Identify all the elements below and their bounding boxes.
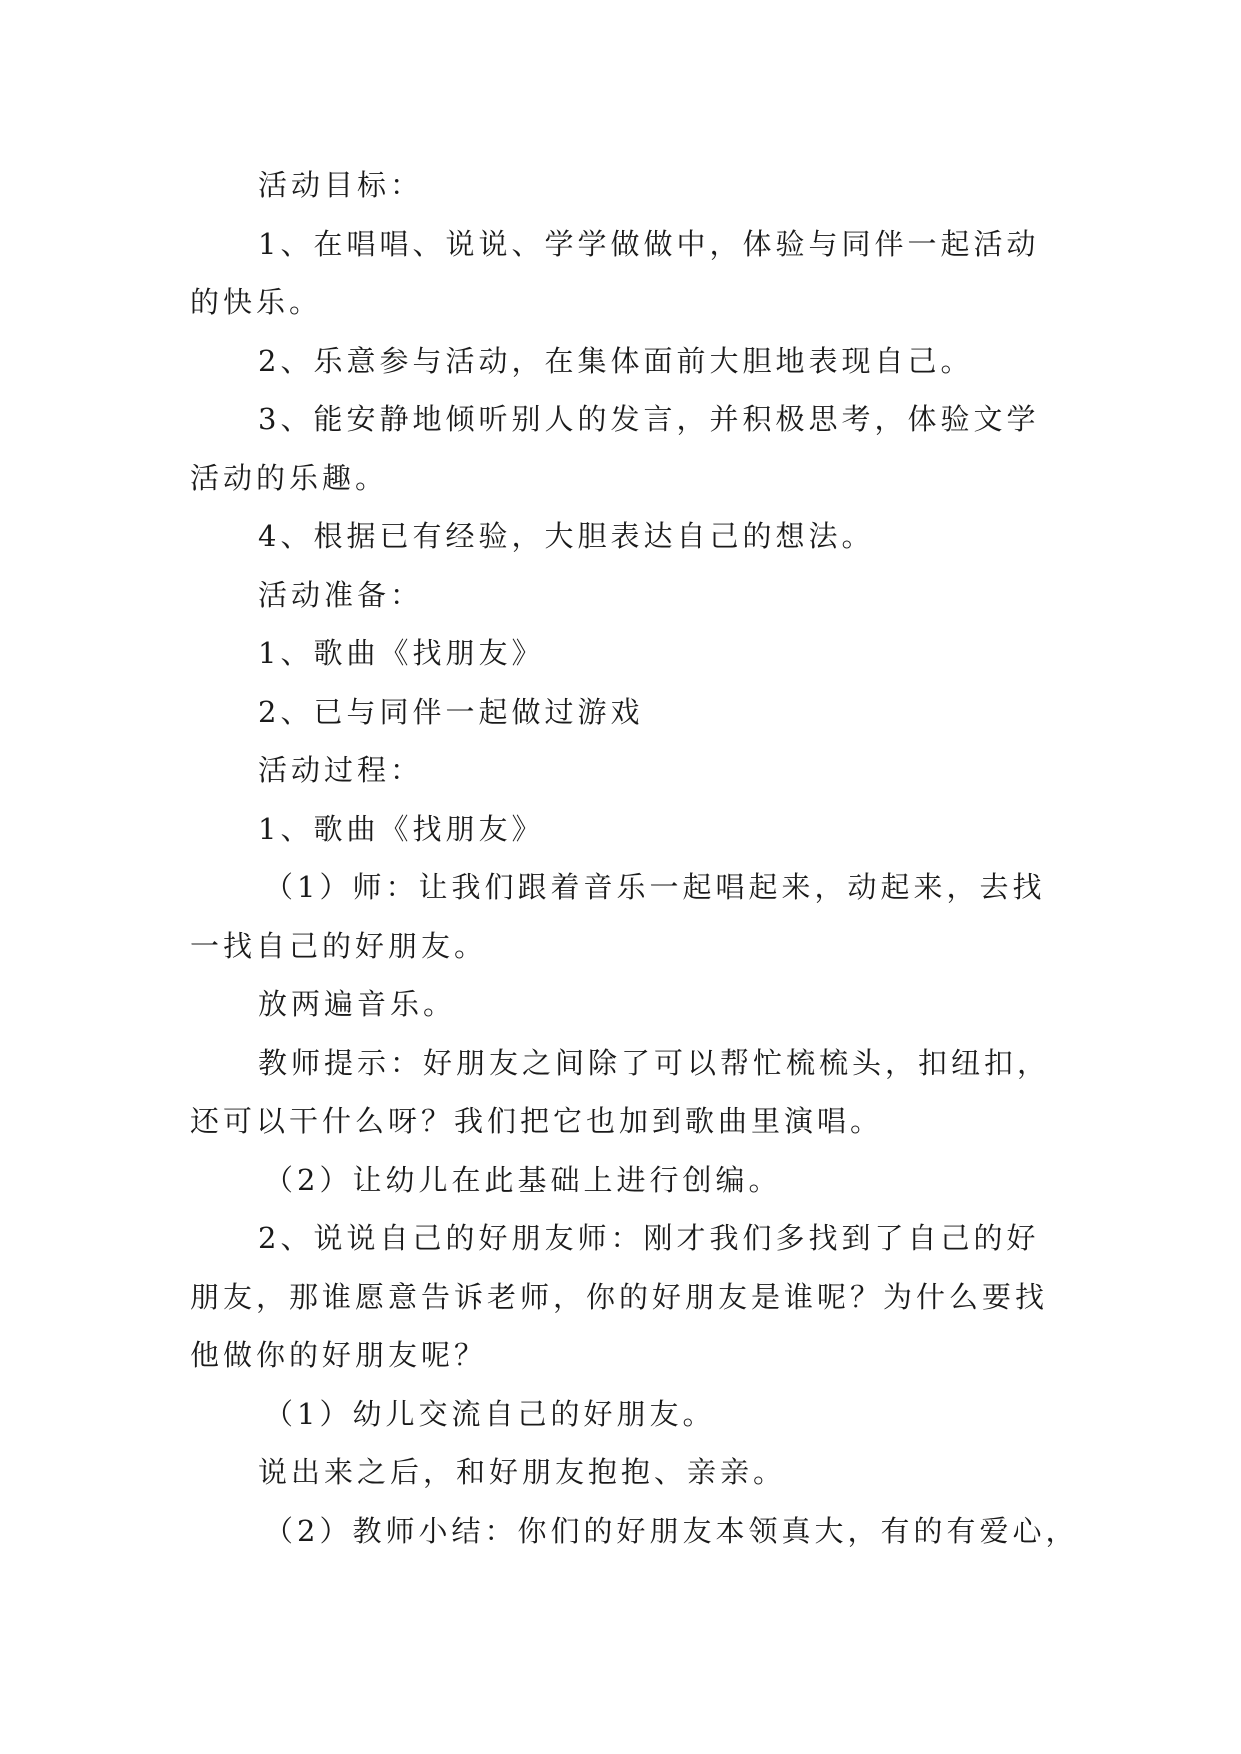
text-line: 还可以干什么呀？我们把它也加到歌曲里演唱。 — [190, 1104, 884, 1138]
text-line: 放两遍音乐。 — [258, 987, 457, 1021]
text-line: 活动过程： — [258, 753, 424, 787]
document-page — [190, 156, 1079, 1560]
text-line: 1、歌曲《找朋友》 — [258, 636, 545, 670]
text-line: 2、乐意参与活动，在集体面前大胆地表现自己。 — [258, 343, 974, 378]
text-line: 活动准备： — [258, 577, 424, 612]
text-line: 的快乐。 — [190, 285, 323, 319]
text-line: 活动目标： — [258, 168, 424, 202]
text-line: 活动的乐趣。 — [190, 460, 389, 495]
text-line: 3、能安静地倾听别人的发言，并积极思考，体验文学 — [258, 402, 1040, 436]
text-line: 一找自己的好朋友。 — [190, 928, 488, 963]
text-line: 4、根据已有经验，大胆表达自己的想法。 — [258, 519, 875, 553]
text-line: （2）让幼儿在此基础上进行创编。 — [264, 1162, 782, 1197]
text-line: 1、在唱唱、说说、学学做做中，体验与同伴一起活动 — [258, 226, 1040, 261]
text-line: 2、已与同伴一起做过游戏 — [258, 694, 644, 729]
text-line: 朋友，那谁愿意告诉老师，你的好朋友是谁呢？为什么要找 — [190, 1279, 1049, 1314]
text-line: （2）教师小结：你们的好朋友本领真大，有的有爱心， — [264, 1513, 1079, 1548]
text-line: 1、歌曲《找朋友》 — [258, 811, 545, 846]
text-line: 教师提示：好朋友之间除了可以帮忙梳梳头，扣纽扣， — [258, 1045, 1051, 1080]
text-line: （1）师：让我们跟着音乐一起唱起来，动起来，去找 — [264, 870, 1046, 904]
text-line: 他做你的好朋友呢？ — [190, 1338, 488, 1372]
text-line: 说出来之后，和好朋友抱抱、亲亲。 — [258, 1455, 787, 1489]
text-line: （1）幼儿交流自己的好朋友。 — [264, 1396, 716, 1431]
text-line: 2、说说自己的好朋友师：刚才我们多找到了自己的好 — [258, 1221, 1040, 1255]
